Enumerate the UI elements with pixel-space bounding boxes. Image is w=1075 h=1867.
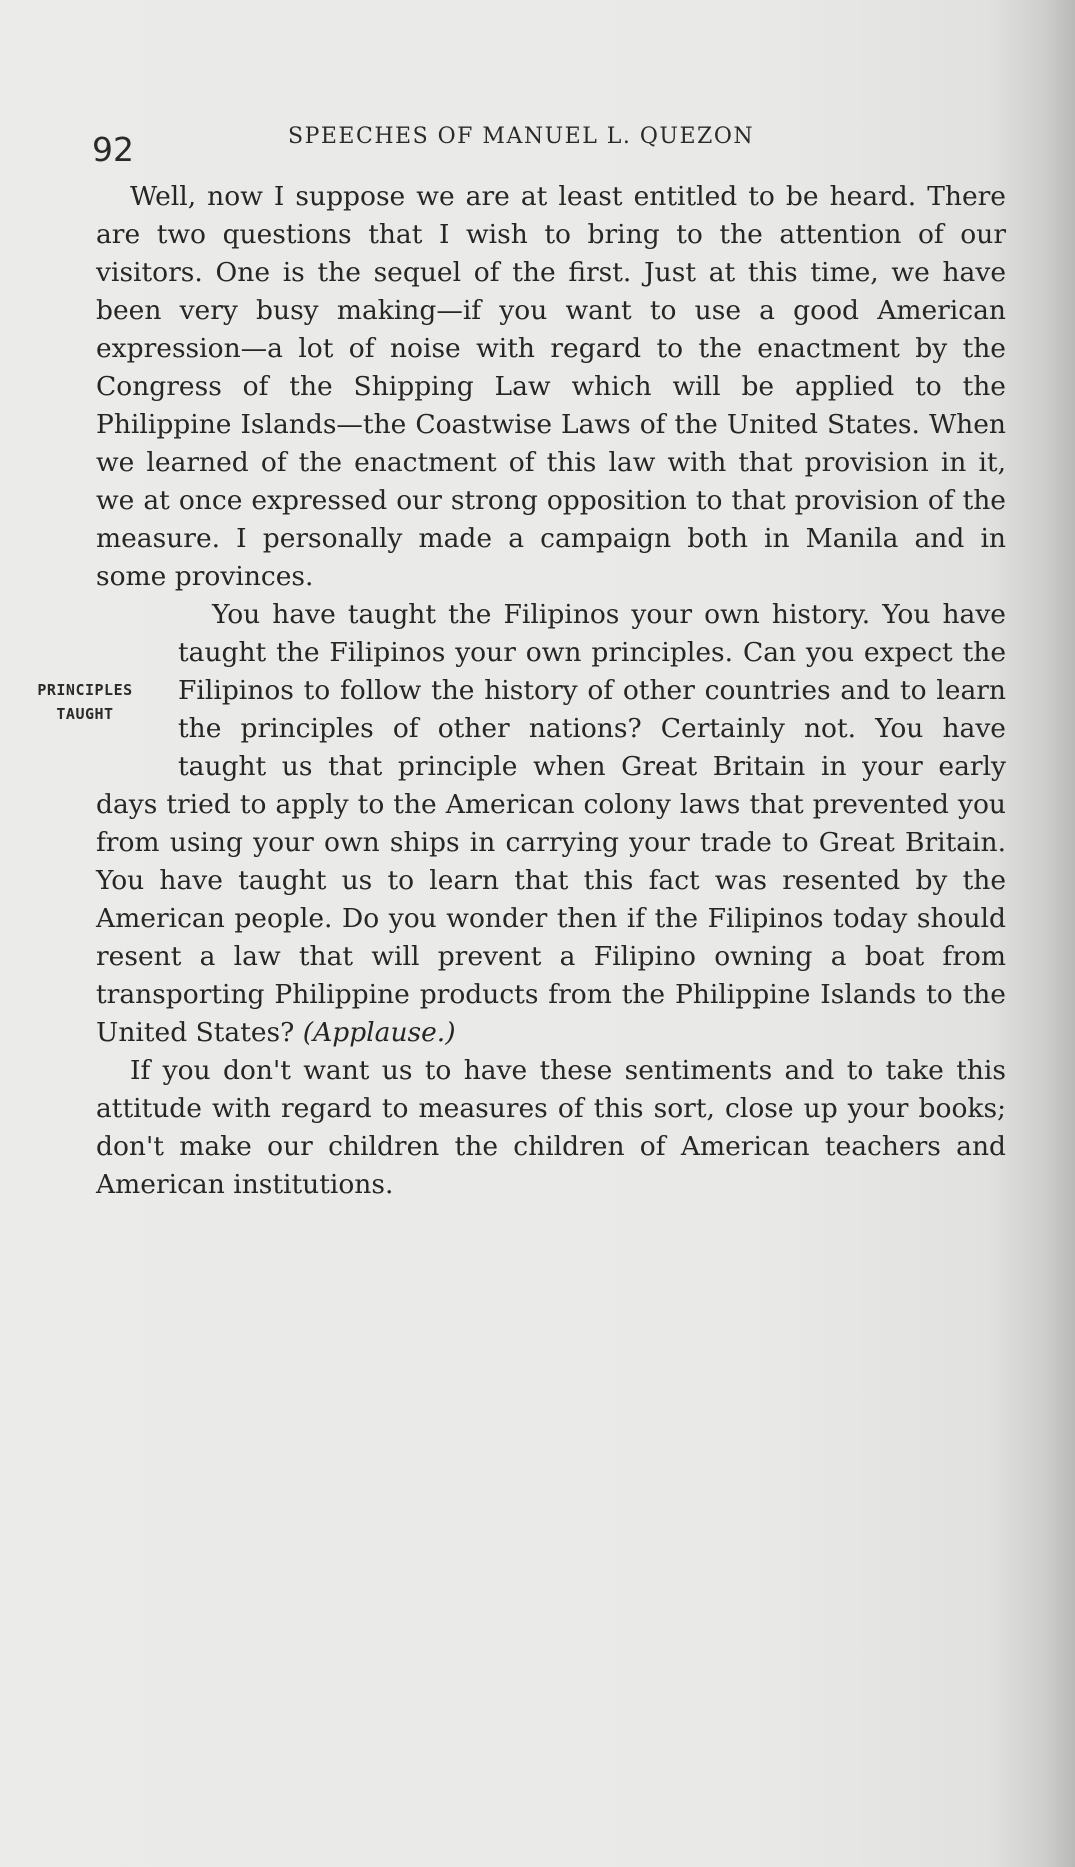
margin-note [0, 634, 170, 762]
margin-note-line-1: PRINCIPLES [37, 681, 133, 699]
running-head: SPEECHES OF MANUEL L. QUEZON [288, 124, 755, 149]
body-text [37, 178, 1006, 1204]
page-number: 92 [92, 130, 134, 169]
margin-note-line-2: TAUGHT [56, 705, 114, 723]
paragraph-3: If you don't want us to have these sentiments and to take this attitude with regard to measures of this sort, close up your books; don't make our children the children of American teachers and American institutions. [96, 1055, 1006, 1200]
paragraph-2-text: You have taught the Filipinos your own history. You have taught the Filipinos your own principles. Can you expect the Filipinos to follow the history of other countries and to learn the principles of other nations? Certainly not. You have taught us that principle when Great Britain in your early days tried to apply to the American colony laws that prevented you from using your own ships in carrying your trade to Great Britain. You have taught us to learn that this fact was resented by the American people. Do you wonder then if the Filipinos today should resent a law that will prevent a Filipino owning a boat from transporting Philippine products from the Philippine Islands to the United States? [96, 599, 1006, 1048]
applause-note: (Applause.) [302, 1017, 456, 1048]
paragraph-2 [96, 596, 1006, 1052]
page-header [92, 120, 1012, 170]
paragraph-1: Well, now I suppose we are at least entitled to be heard. There are two questions that I wish to bring to the attention of our visitors. One is the sequel of the first. Just at this time, we have been very busy making—if you want to use a good American expression—a lot of noise with regard to the enactment by the Congress of the Shipping Law which will be applied to the Philippine Islands—the Coastwise Laws of the United States. When we learned of the enactment of this law with that provision in it, we at once expressed our strong opposition to that provision of the measure. I personally made a campaign both in Manila and in some provinces. [96, 181, 1006, 592]
